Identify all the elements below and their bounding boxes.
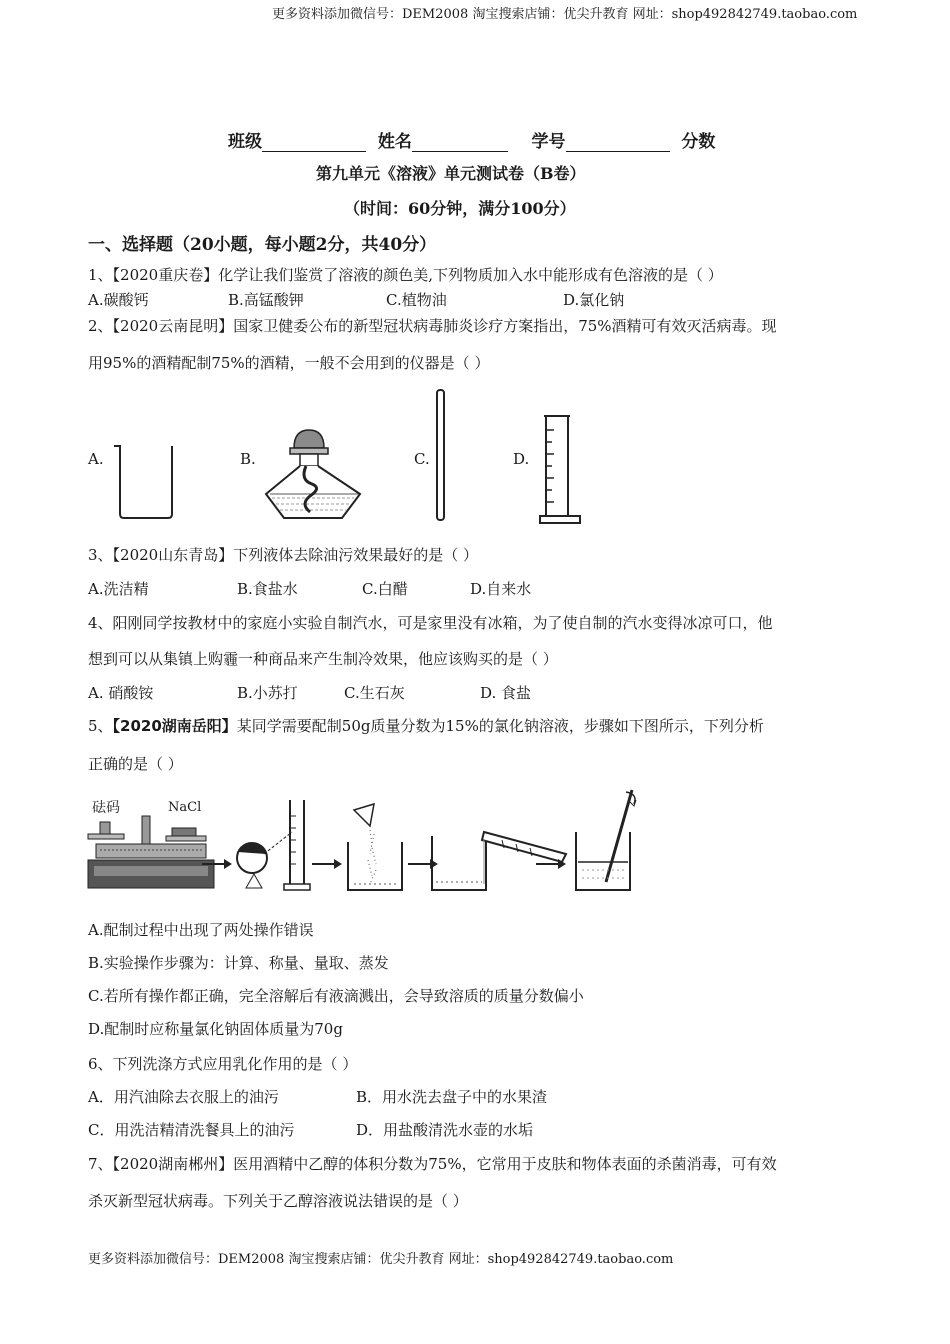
reading-cylinder-icon — [232, 796, 312, 894]
q2-label-b: B. — [240, 450, 256, 468]
q2-line1: 2、【2020云南昆明】国家卫健委公布的新型冠状病毒肺炎诊疗方案指出，75%酒精可有效灭活病毒。现 — [88, 317, 777, 335]
stirring-beaker-icon — [568, 786, 648, 898]
q2-label-d: D. — [513, 450, 530, 468]
balance-icon — [86, 810, 216, 894]
q5-line1 — [88, 715, 764, 736]
arrow-icon — [536, 858, 566, 870]
q1-option-a: A.碳酸钙 — [88, 291, 149, 309]
alcohol-lamp-icon — [262, 426, 366, 524]
class-label: 班级 — [228, 132, 262, 152]
pouring-water-icon — [426, 818, 572, 896]
q1-option-c: C.植物油 — [386, 291, 447, 309]
q6-option-c: C．用洗洁精清洗餐具上的油污 — [88, 1121, 295, 1139]
q5-option-b: B.实验操作步骤为：计算、称量、量取、蒸发 — [88, 954, 389, 972]
q7-line2: 杀灭新型冠状病毒。下列关于乙醇溶液说法错误的是（ ） — [88, 1192, 468, 1210]
q3-option-c: C.白醋 — [362, 580, 408, 598]
id-label: 学号 — [531, 132, 566, 152]
q4-option-d: D. 食盐 — [480, 684, 532, 702]
q7-line1 — [88, 1153, 777, 1174]
q3-option-a: A.洗洁精 — [88, 580, 149, 598]
q5-option-d: D.配制时应称量氯化钠固体质量为70g — [88, 1020, 343, 1038]
q5-option-a: A.配制过程中出现了两处操作错误 — [88, 921, 314, 939]
q5-line2: 正确的是（ ） — [88, 755, 183, 773]
q4-option-a: A. 硝酸铵 — [88, 684, 154, 702]
q5-option-c: C.若所有操作都正确，完全溶解后有液滴溅出，会导致溶质的质量分数偏小 — [88, 987, 584, 1005]
arrow-icon — [312, 858, 342, 870]
weights-label: 砝码 — [92, 800, 120, 816]
q3-stem: 3、【2020山东青岛】下列液体去除油污效果最好的是（ ） — [88, 546, 478, 564]
info-line — [228, 127, 715, 152]
beaker-icon — [112, 440, 182, 522]
arrow-icon — [202, 858, 232, 870]
q6-option-a: A．用汽油除去衣服上的油污 — [88, 1088, 279, 1106]
q1-option-b: B.高锰酸钾 — [228, 291, 304, 309]
id-blank[interactable] — [566, 135, 670, 152]
q7-source: 【2020湖南郴州】 — [112, 1155, 234, 1173]
q3-option-d: D.自来水 — [470, 580, 532, 598]
page-footer: 更多资料添加微信号：DEM2008 淘宝搜索店铺：优尖升教育 网址：shop492842749.taobao.com — [88, 1252, 674, 1267]
q5-source: 【2020湖南岳阳】 — [112, 717, 237, 735]
nacl-label: NaCl — [168, 800, 202, 815]
q1-stem: 1、【2020重庆卷】化学让我们鉴赏了溶液的颜色美,下列物质加入水中能形成有色溶液的是（ ） — [88, 266, 723, 284]
page-header: 更多资料添加微信号：DEM2008 淘宝搜索店铺：优尖升教育 网址：shop492842749.taobao.com — [272, 7, 858, 22]
q2-line2: 用95%的酒精配制75%的酒精，一般不会用到的仪器是（ ） — [88, 354, 490, 372]
q3-option-b: B.食盐水 — [237, 580, 298, 598]
class-blank[interactable] — [262, 135, 366, 152]
q4-line2: 想到可以从集镇上购霾一种商品来产生制冷效果，他应该购买的是（ ） — [88, 650, 558, 668]
q1-option-d: D.氯化钠 — [563, 291, 625, 309]
q7-line1-text: 医用酒精中乙醇的体积分数为75%，它常用于皮肤和物体表面的杀菌消毒，可有效 — [233, 1155, 777, 1173]
q5-line1-text: 某同学需要配制50g质量分数为15%的氯化钠溶液，步骤如下图所示，下列分析 — [236, 717, 764, 735]
q2-label-a: A. — [88, 450, 104, 468]
q6-option-d: D．用盐酸清洗水壶的水垢 — [356, 1121, 534, 1139]
q5-number: 5、 — [88, 717, 113, 735]
q6-option-b: B．用水洗去盘子中的水果渣 — [356, 1088, 548, 1106]
page-title: 第九单元《溶液》单元测试卷（B卷） — [316, 164, 586, 183]
glass-rod-icon — [434, 388, 448, 522]
q4-option-b: B.小苏打 — [237, 684, 298, 702]
q4-line1: 4、阳刚同学按教材中的家庭小实验自制汽水，可是家里没有冰箱，为了使自制的汽水变得冰凉可口，他 — [88, 614, 773, 632]
q7-number: 7、 — [88, 1155, 113, 1173]
q2-label-c: C. — [414, 450, 430, 468]
name-label: 姓名 — [377, 132, 412, 152]
section-heading: 一、选择题（20小题，每小题2分，共40分） — [88, 235, 437, 255]
pouring-solid-icon — [340, 804, 410, 896]
name-blank[interactable] — [412, 135, 508, 152]
page-subtitle: （时间：60分钟，满分100分） — [344, 199, 576, 218]
graduated-cylinder-icon — [538, 412, 586, 526]
score-label: 分数 — [681, 132, 716, 152]
q4-option-c: C.生石灰 — [344, 684, 405, 702]
q6-stem: 6、下列洗涤方式应用乳化作用的是（ ） — [88, 1055, 358, 1073]
